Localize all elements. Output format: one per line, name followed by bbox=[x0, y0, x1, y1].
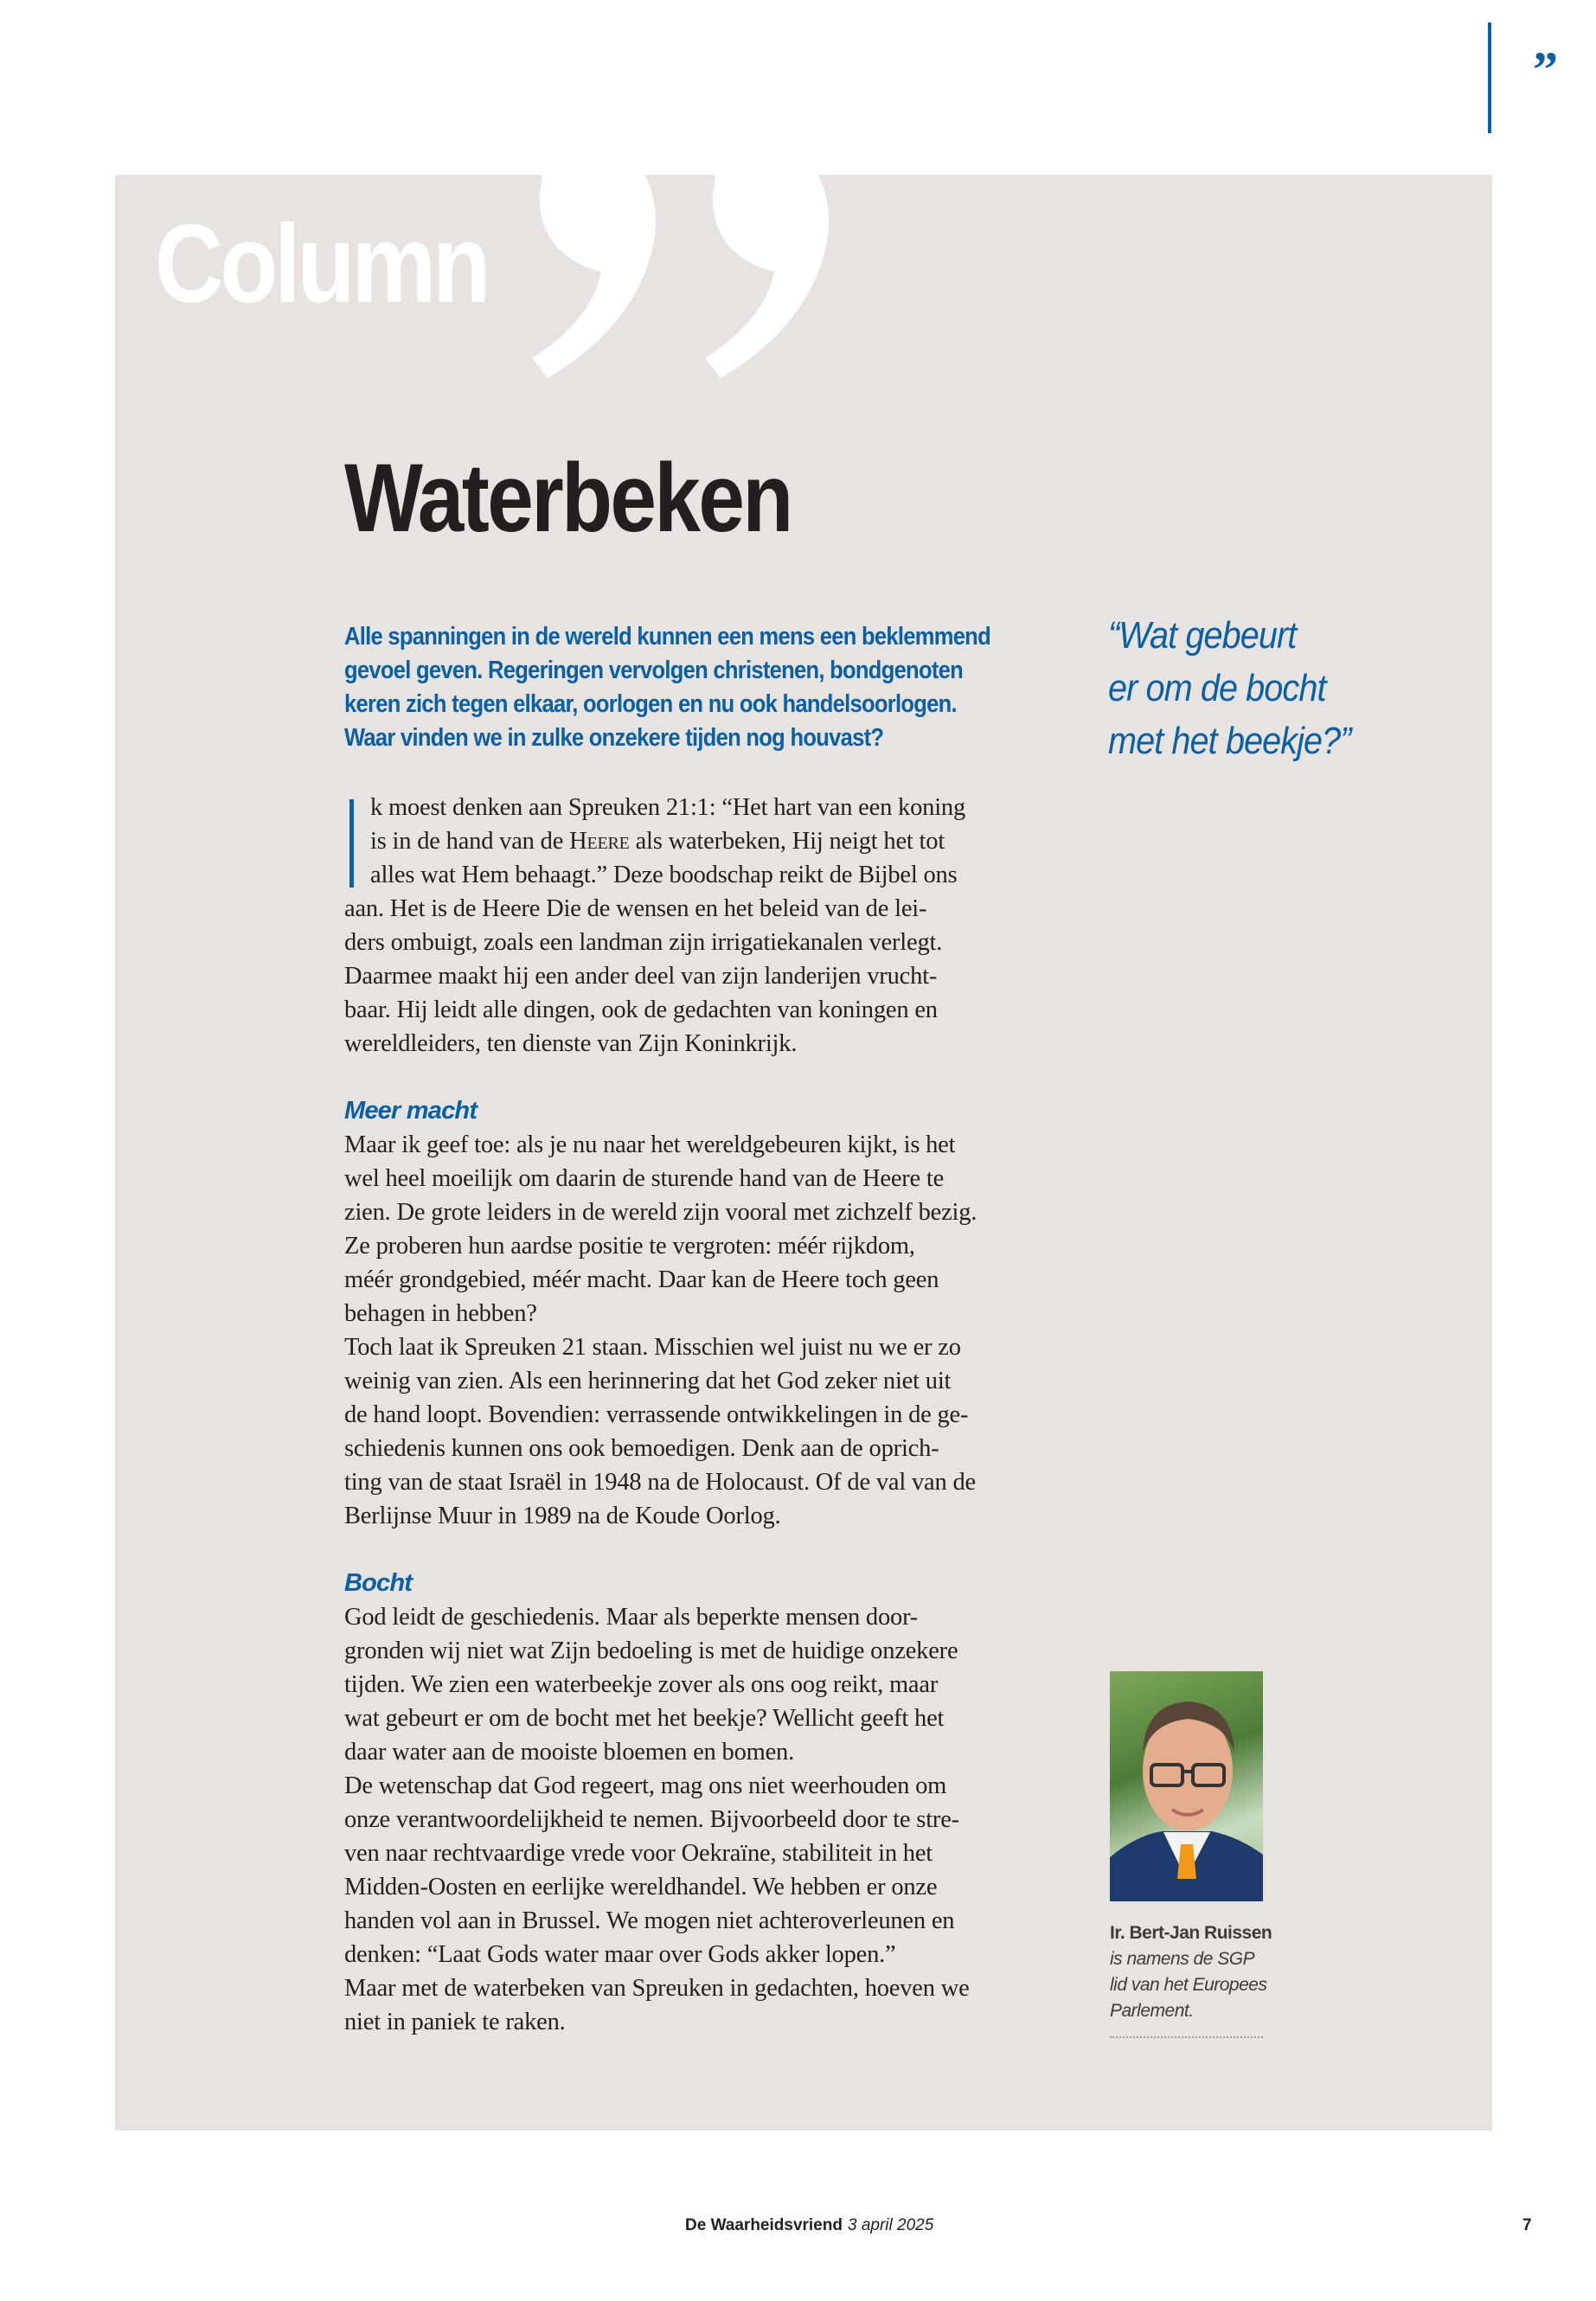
text-line: baar. Hij leidt alle dingen, ook de gedachten van koningen en bbox=[344, 997, 938, 1023]
text-line: Maar met de waterbeken van Spreuken in gedachten, hoeven we bbox=[344, 1975, 970, 2002]
issue-date: 3 april 2025 bbox=[847, 2216, 934, 2234]
section-label: Column bbox=[155, 202, 487, 326]
text-line: God leidt de geschiedenis. Maar als beperkte mensen door- bbox=[344, 1604, 919, 1631]
text-line: Toch laat ik Spreuken 21 staan. Misschien wel juist nu we er zo bbox=[344, 1334, 961, 1361]
section-bocht bbox=[344, 1600, 1054, 2039]
article-lead bbox=[344, 620, 1029, 755]
large-quote-icon bbox=[522, 175, 850, 382]
text-line: k moest denken aan Spreuken 21:1: “Het hart van een koning bbox=[370, 794, 966, 821]
text-line: Ze proberen hun aardse positie te vergroten: méér rijkdom, bbox=[344, 1233, 915, 1259]
initial-letter-bar bbox=[349, 799, 354, 888]
text-line: alles wat Hem behaagt.” Deze boodschap reikt de Bijbel ons bbox=[370, 862, 958, 888]
text-line: er om de bocht bbox=[1108, 667, 1326, 709]
text-line: gronden wij niet wat Zijn bedoeling is met de huidige onzekere bbox=[344, 1638, 958, 1664]
text-line: de hand loopt. Bovendien: verrassende ontwikkelingen in de ge- bbox=[344, 1401, 969, 1428]
text-line: aan. Het is de Heere Die de wensen en het beleid van de lei- bbox=[344, 895, 927, 922]
text-line: schiedenis kunnen ons ook bemoedigen. Denk aan de oprich- bbox=[344, 1435, 939, 1462]
pull-quote bbox=[1108, 609, 1351, 767]
text-line: denken: “Laat Gods water maar over Gods akker lopen.” bbox=[344, 1941, 896, 1968]
text-line: daar water aan de mooiste bloemen en bomen. bbox=[344, 1739, 795, 1766]
caption-divider bbox=[1110, 2036, 1263, 2038]
text-line: wel heel moeilijk om daarin de sturende hand van de Heere te bbox=[344, 1165, 945, 1192]
text-line: ting van de staat Israël in 1948 na de Holocaust. Of de val van de bbox=[344, 1469, 976, 1496]
intro-paragraph bbox=[344, 791, 1054, 1061]
text-line: wereldleiders, ten dienste van Zijn Koninkrijk. bbox=[344, 1030, 798, 1057]
author-bio bbox=[1110, 1946, 1267, 2024]
text-line: met het beekje?” bbox=[1108, 720, 1351, 762]
text-line: Waar vinden we in zulke onzekere tijden nog houvast? bbox=[344, 724, 884, 752]
text-line: Parlement. bbox=[1110, 2001, 1194, 2021]
page-number: 7 bbox=[1522, 2216, 1532, 2234]
text-line: is in de hand van de Heere als waterbeken, Hij neigt het tot bbox=[370, 828, 945, 855]
text-line: Alle spanningen in de wereld kunnen een mens een beklemmend bbox=[344, 623, 990, 651]
author-name: Ir. Bert-Jan Ruissen bbox=[1110, 1923, 1272, 1943]
article-title: Waterbeken bbox=[344, 444, 792, 552]
author-photo bbox=[1110, 1671, 1263, 1901]
text-line: tijden. We zien een waterbeekje zover als ons oog reikt, maar bbox=[344, 1671, 939, 1698]
text-line: gevoel geven. Regeringen vervolgen christenen, bondgenoten bbox=[344, 657, 963, 684]
article-body bbox=[344, 791, 1054, 2039]
text-line: méér grondgebied, méér macht. Daar kan de Heere toch geen bbox=[344, 1266, 939, 1293]
text-line: behagen in hebben? bbox=[344, 1300, 537, 1327]
text-line: Daarmee maakt hij een ander deel van zijn landerijen vrucht- bbox=[344, 963, 938, 990]
text-line: ders ombuigt, zoals een landman zijn irrigatiekanalen verlegt. bbox=[344, 929, 943, 956]
text-line: Maar ik geef toe: als je nu naar het wereldgebeuren kijkt, is het bbox=[344, 1131, 956, 1158]
text-line: Midden-Oosten en eerlijke wereldhandel. We hebben er onze bbox=[344, 1874, 938, 1900]
text-line: is namens de SGP bbox=[1110, 1949, 1255, 1969]
subheading-bocht: Bocht bbox=[344, 1569, 413, 1597]
text-line: Berlijnse Muur in 1989 na de Koude Oorlog. bbox=[344, 1503, 781, 1529]
closing-quote-icon: ” bbox=[1533, 42, 1558, 98]
text-line: onze verantwoordelijkheid te nemen. Bijvoorbeeld door te stre- bbox=[344, 1806, 959, 1833]
footer-magazine bbox=[685, 2216, 933, 2235]
text-line: keren zich tegen elkaar, oorlogen en nu ook handelsoorlogen. bbox=[344, 690, 957, 718]
text-line: “Wat gebeurt bbox=[1108, 614, 1297, 657]
column-panel bbox=[115, 175, 1492, 2131]
text-line: De wetenschap dat God regeert, mag ons niet weerhouden om bbox=[344, 1772, 947, 1799]
text-line: wat gebeurt er om de bocht met het beekje? Wellicht geeft het bbox=[344, 1705, 945, 1732]
text-line: lid van het Europees bbox=[1110, 1975, 1267, 1995]
section-meer-macht bbox=[344, 1128, 1054, 1533]
text-line: niet in paniek te raken. bbox=[344, 2009, 566, 2035]
text-line: ven naar rechtvaardige vrede voor Oekraïne, stabiliteit in het bbox=[344, 1840, 933, 1867]
author-caption bbox=[1110, 1920, 1272, 2038]
text-line: zien. De grote leiders in de wereld zijn vooral met zichzelf bezig. bbox=[344, 1199, 977, 1226]
text-line: weinig van zien. Als een herinnering dat het God zeker niet uit bbox=[344, 1368, 952, 1394]
text-line: handen vol aan in Brussel. We mogen niet achteroverleunen en bbox=[344, 1907, 955, 1934]
subheading-meer-macht: Meer macht bbox=[344, 1097, 478, 1125]
top-accent-bar bbox=[1488, 22, 1491, 133]
magazine-name: De Waarheidsvriend bbox=[685, 2216, 843, 2234]
